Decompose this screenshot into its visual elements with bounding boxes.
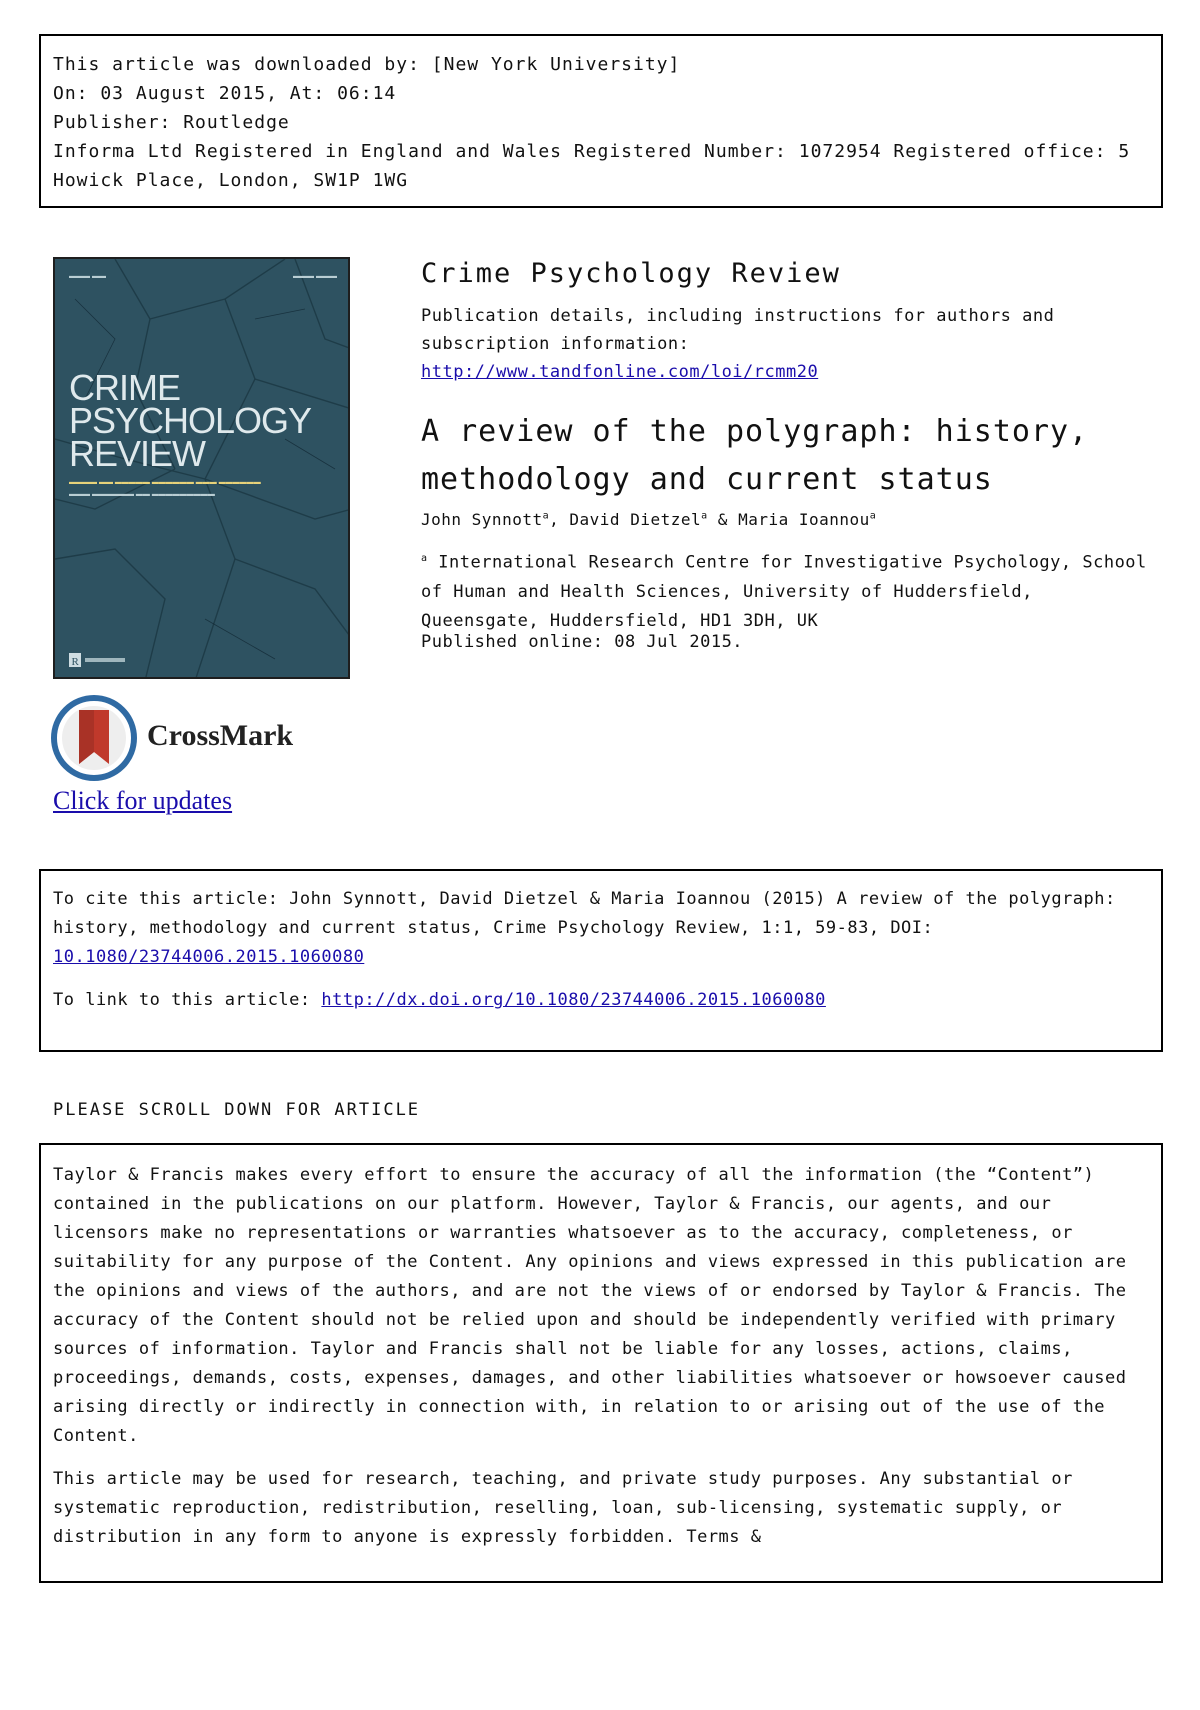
author-separator: &: [707, 510, 739, 529]
article-title: A review of the polygraph: history, methodology and current status: [421, 414, 1089, 497]
published-online-date: Published online: 08 Jul 2015.: [421, 632, 744, 652]
cover-title-line1: CRIME: [69, 367, 180, 408]
disclaimer-box: [39, 1143, 1163, 1583]
svg-text:R: R: [71, 656, 79, 668]
author-affiliation-mark: a: [869, 510, 877, 522]
journal-url-link[interactable]: http://www.tandfonline.com/loi/rcmm20: [421, 362, 819, 382]
publisher: Publisher: Routledge: [53, 112, 290, 133]
author-affiliation-mark: a: [542, 510, 550, 522]
click-for-updates-link[interactable]: Click for updates: [53, 786, 233, 815]
crossmark-label: CrossMark: [147, 719, 294, 752]
author-affiliation-mark: a: [701, 510, 708, 522]
cover-editors-mark: ▬▬▬▬ ▬▬ ▬▬▬▬▬ ▬▬▬▬▬▬ ▬▬▬ ▬▬▬▬▬▬: [69, 479, 261, 486]
cover-title-line3: REVIEW: [69, 433, 206, 474]
affiliation-mark: a: [421, 553, 428, 564]
publication-details: [421, 302, 1141, 386]
download-date: On: 03 August 2015, At: 06:14: [53, 83, 397, 104]
affiliation-text: International Research Centre for Investigative Psychology, School of Human and Health Sciences, University of Huddersfield, Queensgate, Huddersfield, HD1 3DH, UK: [421, 552, 1147, 631]
crossmark-icon: [50, 694, 140, 784]
cover-title-line2: PSYCHOLOGY: [69, 400, 312, 441]
author-name: David Dietzel: [569, 510, 702, 529]
disclaimer-paragraph-2: This article may be used for research, teaching, and private study purposes. Any substantial or systematic reproduction, redistribution, reselling, loan, sub-licensing, systematic supply, or distribution in any form to anyone is expressly forbidden. Terms &: [53, 1469, 1073, 1547]
author-name: Maria Ioannou: [738, 510, 870, 529]
journal-cover-image: [53, 257, 350, 679]
publication-details-text: Publication details, including instructions for authors and subscription information:: [421, 306, 1055, 354]
routledge-logo-icon: [69, 651, 139, 671]
author-list: [421, 510, 876, 529]
download-info-box: [39, 34, 1163, 208]
downloaded-by: This article was downloaded by: [New York University]: [53, 54, 681, 75]
author-affiliation: [421, 544, 1161, 636]
author-separator: ,: [549, 510, 570, 529]
registration-info: Informa Ltd Registered in England and Wales Registered Number: 1072954 Registered office: 5 Howick Place, London, SW1P 1WG: [53, 141, 1131, 191]
citation-text: [53, 885, 1149, 972]
article-link-line: [53, 986, 1149, 1015]
article-link-label: To link to this article:: [53, 990, 322, 1010]
cover-subline-mark: ▬▬▬ ▬▬▬▬▬▬ ▬▬ ▬▬▬▬▬▬▬▬▬: [69, 491, 215, 498]
scroll-notice: PLEASE SCROLL DOWN FOR ARTICLE: [53, 1100, 421, 1120]
article-doi-url-link[interactable]: http://dx.doi.org/10.1080/23744006.2015.1060080: [321, 990, 826, 1010]
doi-link[interactable]: 10.1080/23744006.2015.1060080: [53, 947, 365, 967]
author-name: John Synnott: [421, 510, 543, 529]
cover-issn-mark: ▬▬▬ ▬▬▬: [293, 273, 337, 280]
journal-title: Crime Psychology Review: [421, 258, 841, 289]
disclaimer-paragraph-1: Taylor & Francis makes every effort to ensure the accuracy of all the information (the “Content”) contained in the publications on our platform. However, Taylor & Francis, our agents, and our licensors make no representations or warranties whatsoever as to the accuracy, completeness, or suitability for any purpose of the Content. Any opinions and views expressed in this publication are the opinions and views of the authors, and are not the views of or endorsed by Taylor & Francis. The accuracy of the Content should not be relied upon and should be independently verified with primary sources of information. Taylor and Francis shall not be liable for any losses, actions, claims, proceedings, demands, costs, expenses, damages, and other liabilities whatsoever or howsoever caused arising directly or indirectly in connection with, in relation to or arising out of the use of the Content.: [53, 1165, 1127, 1446]
cover-volume-mark: ▬▬▬ ▬▬: [69, 273, 106, 280]
citation-body: To cite this article: John Synnott, David Dietzel & Maria Ioannou (2015) A review of the polygraph: history, methodology and current status, Crime Psychology Review, 1:1, 59-83, DOI:: [53, 889, 1116, 938]
citation-box: [39, 869, 1163, 1052]
crossmark-badge[interactable]: [50, 694, 310, 784]
